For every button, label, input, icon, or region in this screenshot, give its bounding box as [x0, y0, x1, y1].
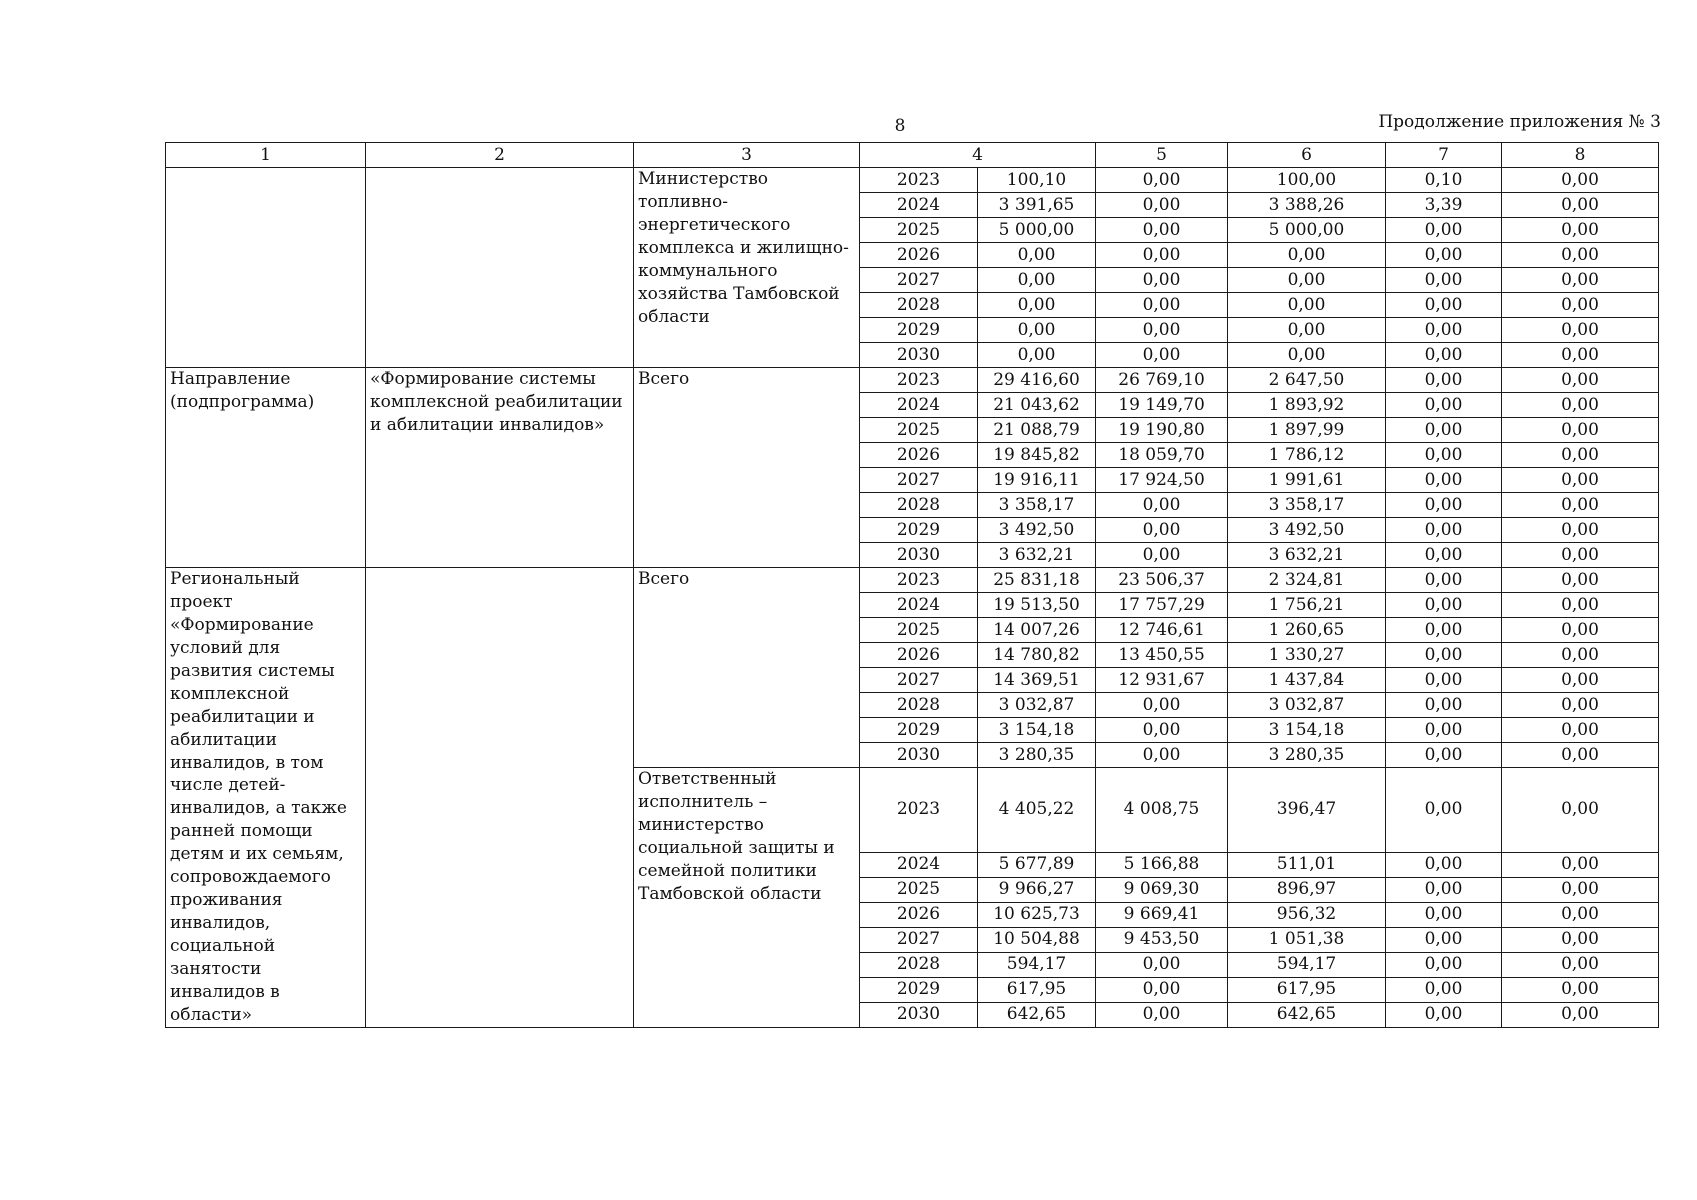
amount-cell: 0,00: [1386, 668, 1502, 693]
amount-cell: 0,00: [1386, 518, 1502, 543]
amount-cell: 9 453,50: [1096, 927, 1228, 952]
year-cell: 2024: [860, 852, 978, 877]
amount-cell: 0,00: [978, 293, 1096, 318]
amount-cell: 12 746,61: [1096, 618, 1228, 643]
amount-cell: 0,00: [978, 343, 1096, 368]
amount-cell: 0,00: [1386, 218, 1502, 243]
amount-cell: 0,00: [1096, 693, 1228, 718]
amount-cell: 19 513,50: [978, 593, 1096, 618]
amount-cell: 25 831,18: [978, 568, 1096, 593]
amount-cell: 1 991,61: [1228, 468, 1386, 493]
amount-cell: 10 504,88: [978, 927, 1096, 952]
column-header: 5: [1096, 143, 1228, 168]
amount-cell: 21 043,62: [978, 393, 1096, 418]
amount-cell: 0,00: [1386, 568, 1502, 593]
amount-cell: 0,00: [1386, 768, 1502, 853]
column-header: 3: [634, 143, 860, 168]
amount-cell: 396,47: [1228, 768, 1386, 853]
amount-cell: 0,00: [1502, 368, 1659, 393]
amount-cell: 0,00: [1502, 927, 1659, 952]
amount-cell: 3,39: [1386, 193, 1502, 218]
amount-cell: 21 088,79: [978, 418, 1096, 443]
program-element-title: [366, 568, 634, 1028]
amount-cell: 3 632,21: [978, 543, 1096, 568]
amount-cell: 1 330,27: [1228, 643, 1386, 668]
program-element-name: Направление (подпрограмма): [166, 368, 366, 568]
amount-cell: 100,10: [978, 168, 1096, 193]
amount-cell: 0,00: [1228, 343, 1386, 368]
amount-cell: 9 069,30: [1096, 877, 1228, 902]
program-element-title: «Формирование системы комплексной реабилитации и абилитации инвалидов»: [366, 368, 634, 568]
amount-cell: 0,00: [1502, 418, 1659, 443]
table-row: [166, 168, 1659, 193]
amount-cell: 0,00: [1502, 318, 1659, 343]
amount-cell: 9 966,27: [978, 877, 1096, 902]
amount-cell: 1 437,84: [1228, 668, 1386, 693]
amount-cell: 14 369,51: [978, 668, 1096, 693]
amount-cell: 9 669,41: [1096, 902, 1228, 927]
year-cell: 2026: [860, 443, 978, 468]
amount-cell: 0,00: [1502, 243, 1659, 268]
amount-cell: 617,95: [978, 977, 1096, 1002]
year-cell: 2025: [860, 877, 978, 902]
amount-cell: 0,00: [1502, 268, 1659, 293]
amount-cell: 0,00: [1502, 468, 1659, 493]
amount-cell: 0,00: [1386, 268, 1502, 293]
year-cell: 2028: [860, 693, 978, 718]
year-cell: 2026: [860, 243, 978, 268]
year-cell: 2028: [860, 493, 978, 518]
amount-cell: 1 893,92: [1228, 393, 1386, 418]
amount-cell: 3 154,18: [1228, 718, 1386, 743]
amount-cell: 0,00: [1502, 618, 1659, 643]
year-cell: 2024: [860, 193, 978, 218]
year-cell: 2024: [860, 593, 978, 618]
amount-cell: 3 358,17: [978, 493, 1096, 518]
amount-cell: 0,00: [1386, 443, 1502, 468]
amount-cell: 0,00: [1502, 293, 1659, 318]
amount-cell: 0,00: [1502, 568, 1659, 593]
amount-cell: 3 632,21: [1228, 543, 1386, 568]
amount-cell: 3 492,50: [978, 518, 1096, 543]
amount-cell: 0,00: [1502, 493, 1659, 518]
year-cell: 2030: [860, 1002, 978, 1027]
amount-cell: 0,00: [1386, 927, 1502, 952]
amount-cell: 0,00: [1502, 768, 1659, 853]
amount-cell: 17 924,50: [1096, 468, 1228, 493]
year-cell: 2023: [860, 768, 978, 853]
amount-cell: 26 769,10: [1096, 368, 1228, 393]
year-cell: 2023: [860, 168, 978, 193]
page-number: 8: [894, 116, 906, 136]
amount-cell: 0,00: [1096, 168, 1228, 193]
amount-cell: 19 190,80: [1096, 418, 1228, 443]
amount-cell: 0,00: [1386, 1002, 1502, 1027]
amount-cell: 0,00: [1386, 877, 1502, 902]
amount-cell: 3 280,35: [978, 743, 1096, 768]
column-header-row: [166, 143, 1659, 168]
amount-cell: 0,00: [1096, 543, 1228, 568]
amount-cell: 0,00: [1228, 268, 1386, 293]
amount-cell: 2 647,50: [1228, 368, 1386, 393]
amount-cell: 0,00: [1096, 318, 1228, 343]
amount-cell: 10 625,73: [978, 902, 1096, 927]
amount-cell: 0,00: [1386, 643, 1502, 668]
amount-cell: 617,95: [1228, 977, 1386, 1002]
amount-cell: 0,00: [1386, 468, 1502, 493]
year-cell: 2030: [860, 343, 978, 368]
program-element-name: [166, 168, 366, 368]
amount-cell: 956,32: [1228, 902, 1386, 927]
year-cell: 2030: [860, 543, 978, 568]
year-cell: 2030: [860, 743, 978, 768]
year-cell: 2027: [860, 927, 978, 952]
amount-cell: 0,00: [1502, 952, 1659, 977]
amount-cell: 0,00: [1386, 418, 1502, 443]
amount-cell: 0,00: [1502, 543, 1659, 568]
amount-cell: 0,00: [1228, 293, 1386, 318]
amount-cell: 5 677,89: [978, 852, 1096, 877]
amount-cell: 18 059,70: [1096, 443, 1228, 468]
amount-cell: 0,00: [1386, 952, 1502, 977]
amount-cell: 12 931,67: [1096, 668, 1228, 693]
amount-cell: 0,00: [1502, 218, 1659, 243]
amount-cell: 19 916,11: [978, 468, 1096, 493]
amount-cell: 0,00: [1386, 368, 1502, 393]
column-header: 2: [366, 143, 634, 168]
amount-cell: 0,00: [1096, 218, 1228, 243]
amount-cell: 0,00: [1096, 243, 1228, 268]
year-cell: 2029: [860, 318, 978, 343]
year-cell: 2028: [860, 952, 978, 977]
amount-cell: 0,00: [1386, 393, 1502, 418]
amount-cell: 3 358,17: [1228, 493, 1386, 518]
amount-cell: 0,10: [1386, 168, 1502, 193]
amount-cell: 0,00: [1096, 493, 1228, 518]
year-cell: 2029: [860, 977, 978, 1002]
amount-cell: 1 260,65: [1228, 618, 1386, 643]
continuation-label: Продолжение приложения № 3: [1378, 112, 1661, 132]
amount-cell: 0,00: [1096, 343, 1228, 368]
program-element-title: [366, 168, 634, 368]
amount-cell: 100,00: [1228, 168, 1386, 193]
amount-cell: 0,00: [1502, 343, 1659, 368]
table-row: [166, 368, 1659, 393]
amount-cell: 0,00: [1502, 443, 1659, 468]
amount-cell: 0,00: [1502, 718, 1659, 743]
amount-cell: 23 506,37: [1096, 568, 1228, 593]
program-element-name: Региональный проект «Формирование условий для развития системы комплексной реабилитации и абилитации инвалидов, в том числе детей-инвалидов, а также ранней помощи детям и их семьям, сопровождаемого проживания инвалидов, социальной занятости инвалидов в области»: [166, 568, 366, 1028]
amount-cell: 0,00: [1502, 902, 1659, 927]
funding-source: Всего: [634, 568, 860, 768]
amount-cell: 0,00: [1096, 193, 1228, 218]
amount-cell: 0,00: [1386, 343, 1502, 368]
amount-cell: 642,65: [978, 1002, 1096, 1027]
amount-cell: 0,00: [1502, 693, 1659, 718]
year-cell: 2029: [860, 518, 978, 543]
amount-cell: 0,00: [1386, 693, 1502, 718]
year-cell: 2023: [860, 368, 978, 393]
amount-cell: 1 051,38: [1228, 927, 1386, 952]
amount-cell: 0,00: [1502, 518, 1659, 543]
funding-source: Ответственный исполнитель – министерство социальной защиты и семейной политики Тамбовской области: [634, 768, 860, 1028]
amount-cell: 594,17: [1228, 952, 1386, 977]
amount-cell: 1 897,99: [1228, 418, 1386, 443]
amount-cell: 0,00: [1096, 293, 1228, 318]
column-header: 7: [1386, 143, 1502, 168]
amount-cell: 0,00: [1502, 1002, 1659, 1027]
year-cell: 2025: [860, 418, 978, 443]
amount-cell: 0,00: [1096, 268, 1228, 293]
amount-cell: 5 000,00: [1228, 218, 1386, 243]
amount-cell: 0,00: [1502, 168, 1659, 193]
amount-cell: 0,00: [978, 318, 1096, 343]
amount-cell: 0,00: [1386, 852, 1502, 877]
amount-cell: 3 032,87: [978, 693, 1096, 718]
amount-cell: 0,00: [1386, 493, 1502, 518]
year-cell: 2027: [860, 668, 978, 693]
amount-cell: 0,00: [1502, 977, 1659, 1002]
amount-cell: 594,17: [978, 952, 1096, 977]
amount-cell: 642,65: [1228, 1002, 1386, 1027]
year-cell: 2023: [860, 568, 978, 593]
amount-cell: 1 786,12: [1228, 443, 1386, 468]
table-row: [166, 568, 1659, 593]
amount-cell: 0,00: [1096, 977, 1228, 1002]
amount-cell: 0,00: [1386, 977, 1502, 1002]
amount-cell: 0,00: [1386, 618, 1502, 643]
amount-cell: 0,00: [978, 243, 1096, 268]
year-cell: 2028: [860, 293, 978, 318]
year-cell: 2027: [860, 468, 978, 493]
year-cell: 2024: [860, 393, 978, 418]
year-cell: 2026: [860, 643, 978, 668]
amount-cell: 896,97: [1228, 877, 1386, 902]
amount-cell: 0,00: [1502, 593, 1659, 618]
amount-cell: 5 000,00: [978, 218, 1096, 243]
amount-cell: 0,00: [1386, 543, 1502, 568]
amount-cell: 0,00: [1096, 718, 1228, 743]
amount-cell: 3 154,18: [978, 718, 1096, 743]
table-body: [166, 168, 1659, 1028]
year-cell: 2026: [860, 902, 978, 927]
amount-cell: 0,00: [1386, 593, 1502, 618]
column-header: 6: [1228, 143, 1386, 168]
amount-cell: 3 388,26: [1228, 193, 1386, 218]
amount-cell: 19 845,82: [978, 443, 1096, 468]
amount-cell: 0,00: [1502, 743, 1659, 768]
amount-cell: 0,00: [1502, 643, 1659, 668]
column-header: 4: [860, 143, 1096, 168]
amount-cell: 17 757,29: [1096, 593, 1228, 618]
amount-cell: 0,00: [1096, 952, 1228, 977]
amount-cell: 0,00: [978, 268, 1096, 293]
column-header: 1: [166, 143, 366, 168]
year-cell: 2027: [860, 268, 978, 293]
amount-cell: 0,00: [1502, 852, 1659, 877]
amount-cell: 4 008,75: [1096, 768, 1228, 853]
year-cell: 2025: [860, 618, 978, 643]
amount-cell: 0,00: [1096, 743, 1228, 768]
amount-cell: 511,01: [1228, 852, 1386, 877]
amount-cell: 29 416,60: [978, 368, 1096, 393]
amount-cell: 5 166,88: [1096, 852, 1228, 877]
amount-cell: 3 391,65: [978, 193, 1096, 218]
amount-cell: 3 032,87: [1228, 693, 1386, 718]
amount-cell: 2 324,81: [1228, 568, 1386, 593]
amount-cell: 4 405,22: [978, 768, 1096, 853]
amount-cell: 0,00: [1502, 393, 1659, 418]
year-cell: 2029: [860, 718, 978, 743]
amount-cell: 0,00: [1386, 743, 1502, 768]
column-header: 8: [1502, 143, 1659, 168]
funding-source: Министерство топливно-энергетического комплекса и жилищно-коммунального хозяйства Тамбовской области: [634, 168, 860, 368]
amount-cell: 0,00: [1502, 193, 1659, 218]
amount-cell: 19 149,70: [1096, 393, 1228, 418]
year-cell: 2025: [860, 218, 978, 243]
amount-cell: 14 780,82: [978, 643, 1096, 668]
amount-cell: 0,00: [1096, 518, 1228, 543]
amount-cell: 1 756,21: [1228, 593, 1386, 618]
amount-cell: 0,00: [1386, 902, 1502, 927]
amount-cell: 0,00: [1386, 243, 1502, 268]
amount-cell: 0,00: [1386, 318, 1502, 343]
budget-table: [165, 142, 1659, 1028]
funding-source: Всего: [634, 368, 860, 568]
amount-cell: 0,00: [1228, 243, 1386, 268]
amount-cell: 0,00: [1502, 668, 1659, 693]
amount-cell: 13 450,55: [1096, 643, 1228, 668]
amount-cell: 0,00: [1502, 877, 1659, 902]
amount-cell: 0,00: [1096, 1002, 1228, 1027]
amount-cell: 14 007,26: [978, 618, 1096, 643]
amount-cell: 3 492,50: [1228, 518, 1386, 543]
amount-cell: 3 280,35: [1228, 743, 1386, 768]
amount-cell: 0,00: [1386, 293, 1502, 318]
amount-cell: 0,00: [1386, 718, 1502, 743]
amount-cell: 0,00: [1228, 318, 1386, 343]
